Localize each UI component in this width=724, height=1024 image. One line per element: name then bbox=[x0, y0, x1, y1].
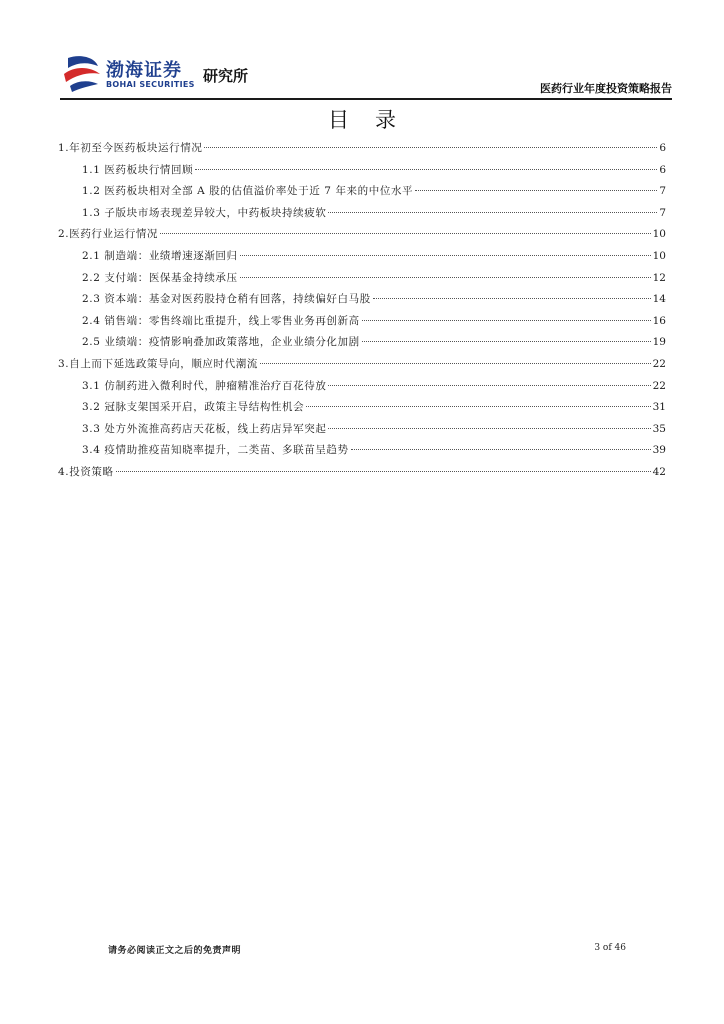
bohai-logo-emblem-icon bbox=[60, 52, 104, 94]
toc-entry-page: 7 bbox=[659, 185, 666, 198]
toc-entry-page: 10 bbox=[652, 228, 666, 241]
toc-dot-leader bbox=[328, 428, 650, 429]
toc-dot-leader bbox=[373, 298, 651, 299]
toc-chapter-entry[interactable] bbox=[58, 356, 666, 378]
toc-dot-leader bbox=[195, 169, 657, 170]
toc-entry-page: 35 bbox=[652, 422, 666, 435]
institute-name: 研究所 bbox=[203, 67, 249, 85]
table-of-contents bbox=[58, 140, 666, 486]
toc-section-entry[interactable] bbox=[58, 162, 666, 184]
toc-entry-label: 4.投资策略 bbox=[58, 465, 114, 478]
toc-entry-page: 31 bbox=[652, 401, 666, 414]
toc-entry-label: 1.1 医药板块行情回顾 bbox=[82, 163, 194, 176]
toc-section-entry[interactable] bbox=[58, 205, 666, 227]
toc-dot-leader bbox=[204, 147, 657, 148]
logo-english-name: BOHAI SECURITIES bbox=[106, 80, 195, 89]
toc-dot-leader bbox=[240, 255, 651, 256]
toc-section-entry[interactable] bbox=[58, 378, 666, 400]
toc-section-entry[interactable] bbox=[58, 334, 666, 356]
toc-dot-leader bbox=[362, 320, 651, 321]
toc-dot-leader bbox=[328, 212, 657, 213]
toc-entry-page: 22 bbox=[652, 357, 666, 370]
toc-dot-leader bbox=[116, 471, 651, 472]
toc-entry-page: 16 bbox=[652, 314, 666, 327]
toc-entry-label: 3.自上而下延选政策导向，顺应时代潮流 bbox=[58, 357, 258, 370]
toc-entry-label: 2.1 制造端：业绩增速逐渐回归 bbox=[82, 249, 238, 262]
toc-section-entry[interactable] bbox=[58, 248, 666, 270]
toc-section-entry[interactable] bbox=[58, 442, 666, 464]
toc-entry-page: 22 bbox=[652, 379, 666, 392]
toc-title: 目录 bbox=[328, 108, 422, 132]
toc-entry-label: 2.3 资本端：基金对医药股持仓稍有回落，持续偏好白马股 bbox=[82, 293, 371, 306]
toc-dot-leader bbox=[260, 363, 651, 364]
toc-entry-label: 1.年初至今医药板块运行情况 bbox=[58, 142, 203, 154]
toc-entry-label: 3.2 冠脉支架国采开启，政策主导结构性机会 bbox=[82, 401, 305, 414]
header-divider bbox=[60, 98, 672, 100]
toc-chapter-entry[interactable] bbox=[58, 464, 666, 486]
toc-section-entry[interactable] bbox=[58, 291, 666, 313]
toc-entry-label: 1.2 医药板块相对全部 A 股的估值溢价率处于近 7 年来的中位水平 bbox=[82, 185, 414, 198]
toc-chapter-entry[interactable] bbox=[58, 226, 666, 248]
toc-entry-label: 1.3 子版块市场表现差异较大，中药板块持续疲软 bbox=[82, 206, 327, 219]
toc-section-entry[interactable] bbox=[58, 270, 666, 292]
toc-entry-label: 3.3 处方外流推高药店天花板，线上药店异军突起 bbox=[82, 422, 327, 435]
toc-dot-leader bbox=[328, 385, 650, 386]
toc-dot-leader bbox=[351, 449, 651, 450]
toc-dot-leader bbox=[306, 406, 650, 407]
report-type: 医药行业年度投资策略报告 bbox=[540, 82, 672, 95]
toc-entry-page: 6 bbox=[659, 163, 666, 176]
logo-chinese-name: 渤海证券 bbox=[106, 60, 182, 81]
toc-entry-label: 3.4 疫情助推疫苗知晓率提升，二类苗、多联苗呈趋势 bbox=[82, 444, 349, 457]
toc-entry-page: 12 bbox=[652, 271, 666, 284]
toc-entry-page: 6 bbox=[659, 142, 666, 154]
toc-entry-page: 42 bbox=[652, 465, 666, 478]
toc-entry-label: 2.医药行业运行情况 bbox=[58, 228, 159, 241]
toc-section-entry[interactable] bbox=[58, 421, 666, 443]
toc-section-entry[interactable] bbox=[58, 183, 666, 205]
toc-dot-leader bbox=[160, 233, 651, 234]
toc-entry-label: 2.2 支付端：医保基金持续承压 bbox=[82, 271, 238, 284]
toc-entry-page: 14 bbox=[652, 293, 666, 306]
footer-disclaimer: 请务必阅读正文之后的免责声明 bbox=[108, 946, 242, 956]
toc-entry-label: 3.1 仿制药进入微利时代，肿瘤精准治疗百花待放 bbox=[82, 379, 327, 392]
page-header bbox=[60, 40, 672, 98]
toc-entry-page: 7 bbox=[659, 206, 666, 219]
toc-chapter-entry[interactable] bbox=[58, 140, 666, 162]
bohai-securities-logo bbox=[60, 52, 270, 94]
toc-dot-leader bbox=[362, 341, 651, 342]
toc-dot-leader bbox=[415, 190, 657, 191]
toc-entry-page: 39 bbox=[652, 444, 666, 457]
footer-page-number: 3 of 46 bbox=[594, 943, 626, 953]
toc-entry-page: 19 bbox=[652, 336, 666, 349]
toc-entry-label: 2.4 销售端：零售终端比重提升，线上零售业务再创新高 bbox=[82, 314, 360, 327]
toc-section-entry[interactable] bbox=[58, 313, 666, 335]
toc-dot-leader bbox=[240, 277, 651, 278]
toc-entry-page: 10 bbox=[652, 249, 666, 262]
toc-entry-label: 2.5 业绩端：疫情影响叠加政策落地，企业业绩分化加剧 bbox=[82, 336, 360, 349]
toc-section-entry[interactable] bbox=[58, 399, 666, 421]
